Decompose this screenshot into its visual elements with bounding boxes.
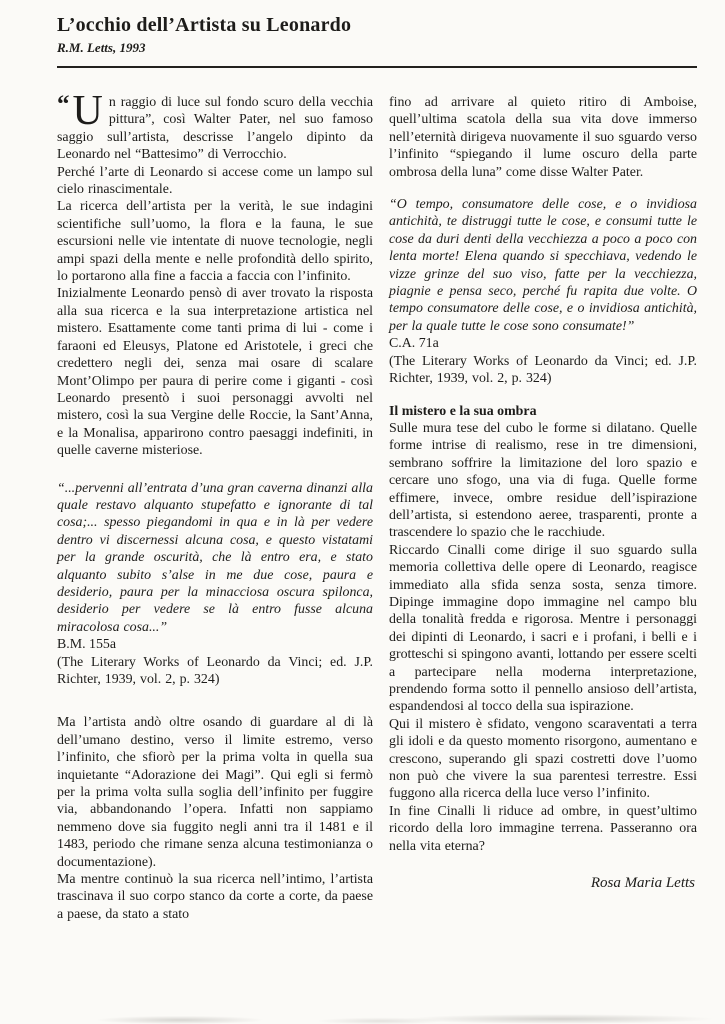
paragraph: Ma l’artista andò oltre osando di guardare al di là dell’umano destino, verso il limite estremo, verso l’infinito, che sfiorò per la prima volta in quella sua inquietante “Adorazione dei Magi”. Qui egli si fermò per la prima volta sulla soglia dell’infinito per fuggire via, abbandonando l’opera. Infatti non sappiamo nemmeno dove sia fuggito negli anni tra il 1481 e il 1483, periodo che rimane senza alcuna testimonianza o documentazione). — [57, 715, 373, 870]
spacer — [389, 855, 697, 875]
paragraph-opening — [57, 88, 373, 164]
paragraph: Perché l’arte di Leonardo si accese come un lampo sul cielo rinascimentale. — [57, 164, 373, 198]
left-column — [57, 88, 373, 923]
scan-shadow-artifact — [0, 1012, 725, 1024]
page-title: L’occhio dell’Artista su Leonardo — [57, 14, 352, 36]
quote-reference: C.A. 71a — [389, 336, 439, 352]
quote-reference: B.M. 155a — [57, 637, 117, 653]
leonardo-quote: “...pervenni all’entrata d’una gran caverna dinanzi alla quale restavo alquanto stupefatto e ignorante di tal cosa;... spesso piegandomi in qua e in là per vedere dentro vi discernessi alcuna cosa, e questo vistatami per la grande oscurità, che là entro era, e stato alquanto subito s’alse in me due cose, paura e desiderio, paura per la minacciosa oscura spilonca, desiderio per vedere se là entro fusse alcuna miracolosa cosa...” — [57, 480, 373, 635]
paragraph: In fine Cinalli li riduce ad ombre, in quest’ultimo ricordo della loro immagine terrena. Passeranno ora nella vita eterna? — [389, 803, 697, 854]
page-content — [57, 14, 697, 923]
header-divider — [57, 66, 697, 68]
right-column — [389, 94, 697, 923]
paragraph: La ricerca dell’artista per la verità, le sue indagini scientifiche sull’uomo, la flora e la fauna, le sue escursioni nelle vie intentate di nuove tecnologie, negli ampi spazi della mente e nelle profondità dello spirito, lo portarono alla fine a faccia a faccia con l’infinito. — [57, 199, 373, 285]
paragraph: Inizialmente Leonardo pensò di aver trovato la risposta alla sua ricerca e la sua interpretazione artistica nel mistero. Esattamente come tanti prima di lui - come i faraoni ed Eleusys, Platone ed Aristotele, i greci che credettero negli dei, senza mai osare di scalare Mont’Olimpo per paura di perire come i giganti - così Leonardo presentò i suoi personaggi avvolti nel mistero, così la sua Vergine delle Roccie, la Sant’Anna, e la Monalisa, apparirono contro paesaggi indefiniti, in quelle caverne misteriose. — [57, 286, 373, 459]
citation: (The Literary Works of Leonardo da Vinci; ed. J.P. Richter, 1939, vol. 2, p. 324) — [389, 353, 697, 387]
drop-cap-letter: U — [72, 88, 103, 134]
leonardo-quote: “O tempo, consumatore delle cose, e o invidiosa antichità, te distruggi tutte le cose, e consumi tutte le cose da duri denti della vecchiezza a poco a poco con lenta morte! Elena quando si specchiava, vedendo le vizze grinze del suo viso, fatte per la vecchiezza, piagnie e pensa seco, perché fu rapita due volte. O tempo consumatore delle cose, e o invidiosa antichità, per la quale tutte le cose sono consumate!” — [389, 197, 697, 334]
section-heading: Il mistero e la sua ombra — [389, 403, 537, 419]
spacer — [389, 181, 697, 196]
paragraph: Ma mentre continuò la sua ricerca nell’intimo, l’artista trascinava il suo corpo stanco da corte a corte, da paese a paese, da stato a stato — [57, 872, 373, 922]
two-column-body — [57, 88, 697, 923]
paragraph: Qui il mistero è sfidato, vengono scaraventati a terra gli idoli e da questo momento risorgono, aumentano e crescono, superando gli spazi costretti dove l’uomo non può che vivere la sua parentesi terrestre. Essi fuggono alla ricerca della luce verso l’infinito. — [389, 716, 697, 802]
author-signature: Rosa Maria Letts — [590, 875, 695, 892]
paragraph-text: n raggio di luce sul fondo scuro della vecchia pittura”, così Walter Pater, nel suo famoso saggio sull’artista, descrisse l’angelo dipinto da Leonardo nel “Battesimo” di Verrocchio. — [57, 95, 373, 163]
byline: R.M. Letts, 1993 — [57, 40, 146, 55]
drop-cap — [57, 88, 103, 134]
paragraph: fino ad arrivare al quieto ritiro di Amboise, quell’ultima scatola della sua vita dove immerso nell’eternità dirigeva nuovamente il suo sguardo verso l’infinito “spiegando il lume oscuro della parte ombrosa della luna” come disse Walter Pater. — [389, 95, 697, 180]
paragraph: Sulle mura tese del cubo le forme si dilatano. Quelle forme intrise di realismo, rese in tre dimensioni, sembrano soffrire la limitazione del loro spazio e cercare uno sfogo, una via di fuga. Quelle forme effimere, invece, ombre residue dell’ispirazione dell’artista, si estendono aeree, trasparenti, pronte a trascendere lo spazio che le racchiude. — [389, 420, 697, 541]
paragraph: Riccardo Cinalli come dirige il suo sguardo sulla memoria collettiva delle opere di Leonardo, reagisce immediato alla sfida senza sosta, senza timore. Dipinge immagine dopo immagine nel campo blu della tonalità fredda e rigorosa. Mentre i personaggi dei dipinti di Leonardo, i sacri e i profani, i belli e i grotteschi si spingono avanti, lottando per essere scelti a partecipare nella moderna interpretazione, prendendo forma sotto il pennello ansioso dell’artista, espandendosi al tocco della sua ispirazione. — [389, 542, 697, 715]
spacer — [389, 388, 697, 403]
opening-quote-mark: “ — [57, 91, 70, 118]
spacer — [57, 688, 373, 714]
spacer — [57, 460, 373, 480]
citation: (The Literary Works of Leonardo da Vinci; ed. J.P. Richter, 1939, vol. 2, p. 324) — [57, 654, 373, 687]
